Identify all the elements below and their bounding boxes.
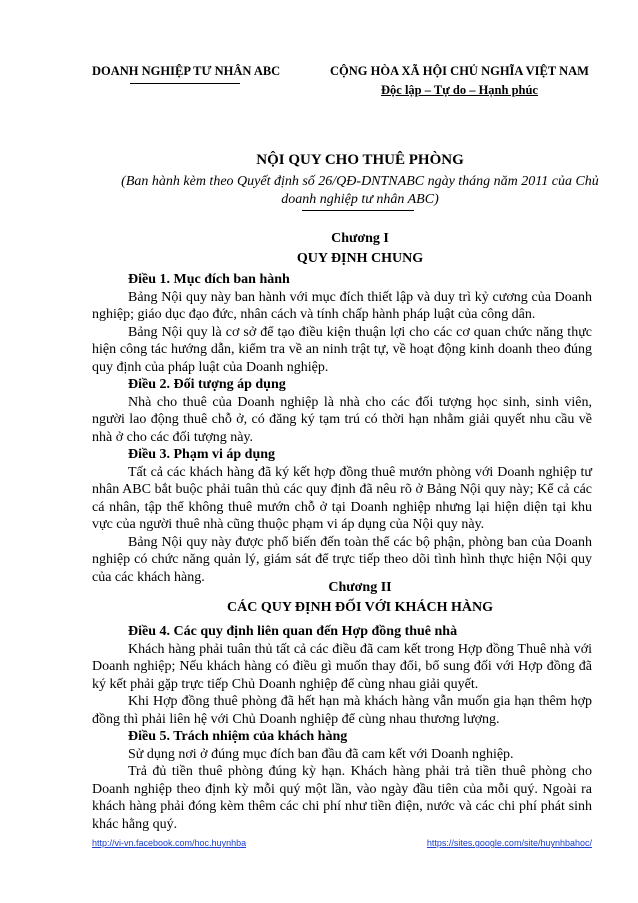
paragraph: Nhà cho thuê của Doanh nghiệp là nhà cho các đối tượng học sinh, sinh viên, người lao động thuê chỗ ở, có đăng ký tạm trú có thời hạn nhằm giải quyết nhu cầu về nhà ở cho các đối tượng này.	[92, 394, 592, 445]
paragraph: Trả đủ tiền thuê phòng đúng kỳ hạn. Khách hàng phải trả tiền thuê phòng cho Doanh nghiệp theo định kỳ mỗi quý một lần, vào ngày đầu tiên của mỗi quý. Ngoài ra khách hàng phải đóng kèm thêm các chi phí như tiền điện, nước và các chi phí phát sinh khác hằng quý.	[92, 764, 592, 832]
chapter-2-heading	[90, 578, 630, 618]
national-header	[312, 64, 607, 98]
paragraph: Sử dụng nơi ở đúng mục đích ban đầu đã cam kết với Doanh nghiệp.	[128, 746, 514, 762]
article-heading: Điều 1. Mục đích ban hành	[128, 272, 290, 287]
chapter-1-name: QUY ĐỊNH CHUNG	[296, 251, 424, 266]
chapter-2-body	[92, 623, 592, 833]
chapter-1-heading	[90, 229, 630, 269]
chapter-2-number: Chương II	[328, 580, 392, 595]
national-motto: Độc lập – Tự do – Hạnh phúc	[381, 83, 538, 97]
paragraph: Khi Hợp đồng thuê phòng đã hết hạn mà khách hàng vẫn muốn gia hạn thêm hợp đồng thì phải liên hệ với Chủ Doanh nghiệp để cùng nhau thương lượng.	[92, 694, 592, 727]
subtitle-underline	[302, 210, 414, 211]
google-sites-link[interactable]: https://sites.google.com/site/huynhbahoc/	[426, 838, 592, 848]
article-heading: Điều 5. Trách nhiệm của khách hàng	[128, 729, 348, 744]
article-heading: Điều 4. Các quy định liên quan đến Hợp đồng thuê nhà	[128, 624, 458, 639]
national-title: CỘNG HÒA XÃ HỘI CHỦ NGHĨA VIỆT NAM	[330, 64, 589, 78]
paragraph: Bảng Nội quy này ban hành với mục đích thiết lập và duy trì kỷ cương của Doanh nghiệp; giáo dục đạo đức, nhân cách và tính chấp hành pháp luật của công dân.	[92, 289, 592, 322]
paragraph: Tất cả các khách hàng đã ký kết hợp đồng thuê mướn phòng với Doanh nghiệp tư nhân ABC bắt buộc phải tuân thủ các quy định đã nêu rõ ở Bảng Nội quy này; Kể cả các cá nhân, tập thể không thuê mướn chỗ ở tại Doanh nghiệp nhưng lại hiện diện tại khu vực của người thuê nhà cũng thuộc phạm vi áp dụng của Nội quy này.	[92, 464, 592, 532]
article-heading: Điều 3. Phạm vi áp dụng	[128, 447, 276, 462]
paragraph: Bảng Nội quy là cơ sở để tạo điều kiện thuận lợi cho các cơ quan chức năng thực hiện công tác hướng dẫn, kiểm tra về an ninh trật tự, về hoạt động kinh doanh theo đúng quy định của pháp luật của Doanh nghiệp.	[92, 324, 592, 375]
chapter-2-name: CÁC QUY ĐỊNH ĐỐI VỚI KHÁCH HÀNG	[226, 600, 493, 615]
document-subtitle: (Ban hành kèm theo Quyết định số 26/QĐ-DNTNABC ngày tháng năm 2011 của Chủ doanh nghiệp tư nhân ABC)	[121, 174, 599, 207]
document-title: NỘI QUY CHO THUÊ PHÒNG	[256, 152, 464, 168]
paragraph: Bảng Nội quy này được phổ biến đến toàn thể các bộ phận, phòng ban của Doanh nghiệp có chức năng quản lý, giám sát để trực tiếp theo dõi tình hình thực hiện Nội quy của các khách hàng.	[92, 534, 592, 585]
chapter-1-body	[92, 271, 592, 586]
facebook-link[interactable]: http://vi-vn.facebook.com/hoc.huynhba	[92, 838, 247, 848]
chapter-1-number: Chương I	[331, 231, 389, 246]
paragraph: Khách hàng phải tuân thủ tất cả các điều đã cam kết trong Hợp đồng Thuê nhà với Doanh nghiệp; Nếu khách hàng có điều gì muốn thay đổi, bổ sung đối với Hợp đồng đã ký kết phải gặp trực tiếp Chủ Doanh nghiệp để cùng nhau giải quyết.	[92, 641, 592, 692]
article-heading: Điều 2. Đối tượng áp dụng	[128, 377, 286, 392]
organization-name: DOANH NGHIỆP TƯ NHÂN ABC	[92, 64, 281, 78]
organization-underline	[130, 83, 240, 84]
